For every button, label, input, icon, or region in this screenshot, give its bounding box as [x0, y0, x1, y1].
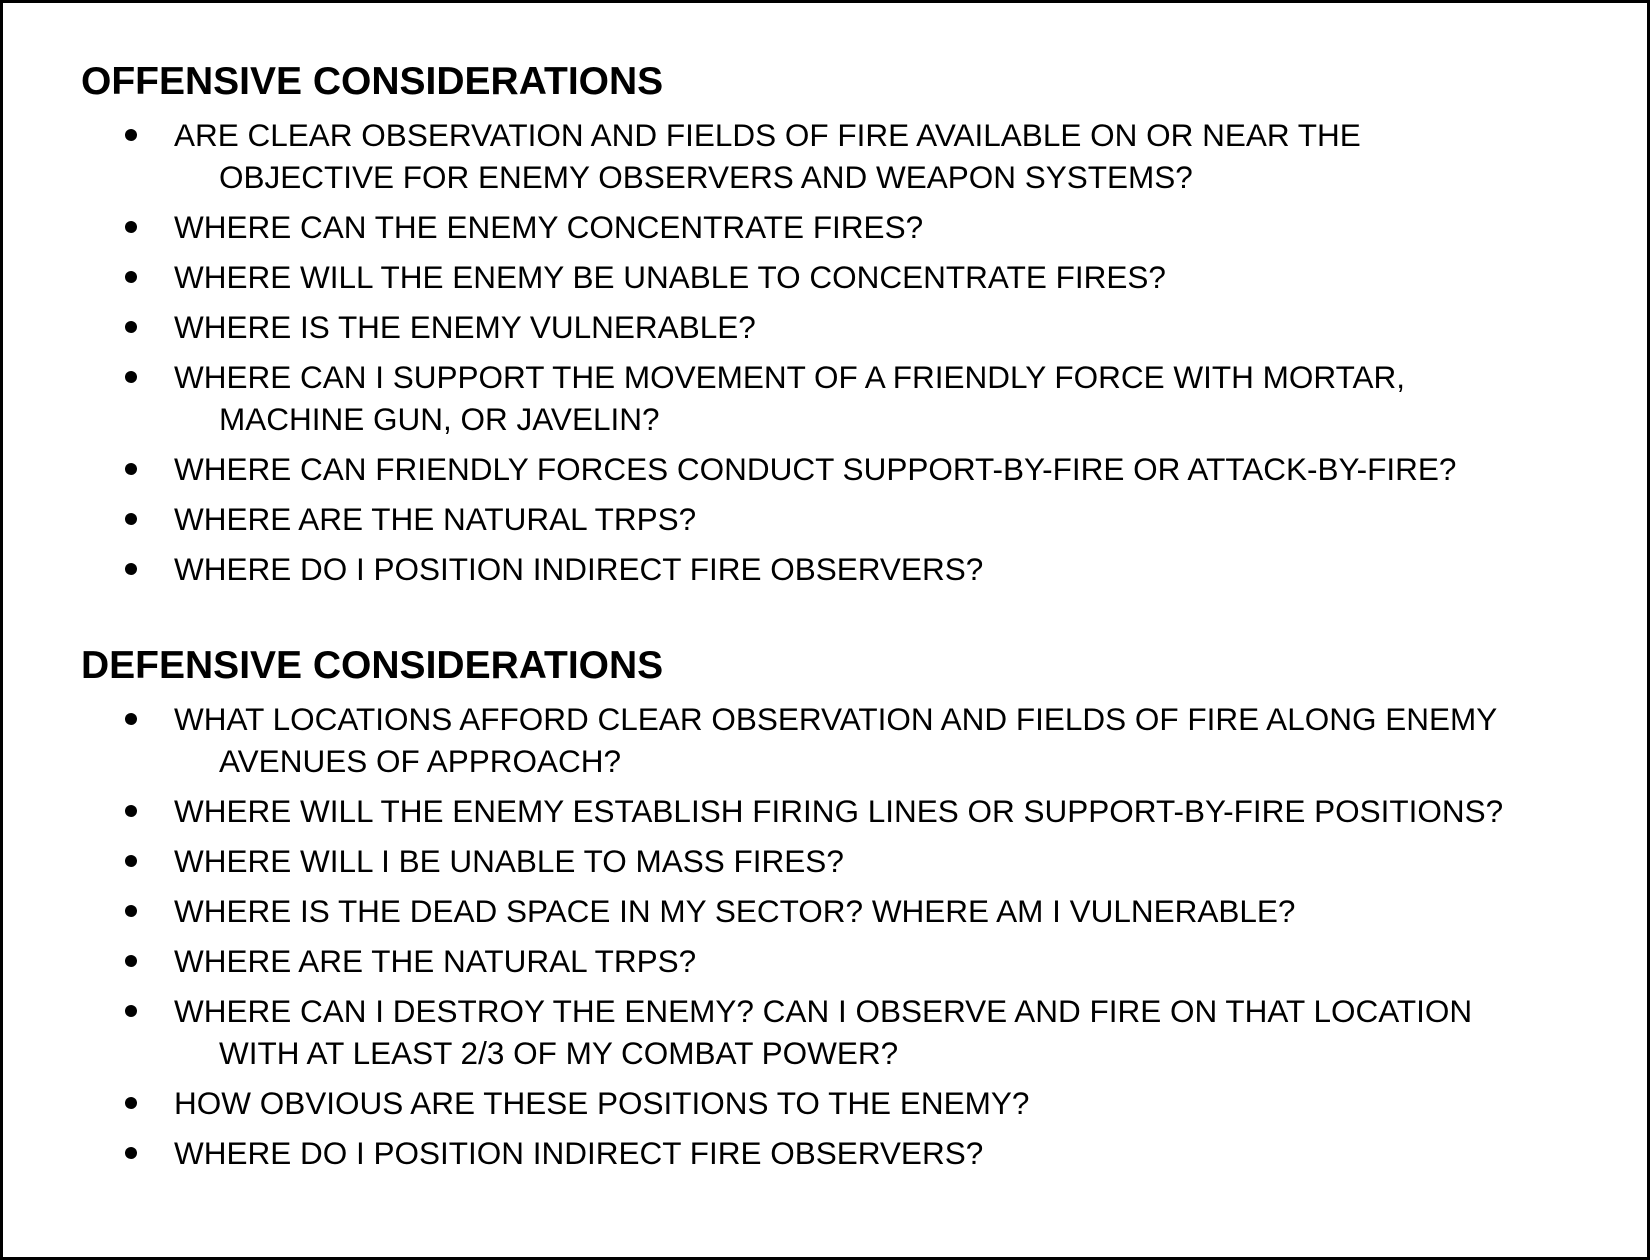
list-item [81, 940, 1621, 982]
item-text: WHERE WILL I BE UNABLE TO MASS FIRES? [174, 843, 844, 879]
item-text: ARE CLEAR OBSERVATION AND FIELDS OF FIRE AVAILABLE ON OR NEAR THE [174, 117, 1361, 153]
bullet-icon [125, 513, 137, 525]
bullet-icon [125, 1097, 137, 1109]
list-item [81, 448, 1621, 490]
bullet-icon [125, 1147, 137, 1159]
item-text: WHERE ARE THE NATURAL TRPS? [174, 501, 697, 537]
offensive-list [81, 114, 1621, 590]
defensive-section [81, 644, 1621, 1182]
offensive-heading: OFFENSIVE CONSIDERATIONS [81, 60, 664, 103]
bullet-icon [125, 805, 137, 817]
bullet-icon [125, 371, 137, 383]
list-item [81, 698, 1621, 782]
bullet-icon [125, 221, 137, 233]
item-text: WHERE CAN I SUPPORT THE MOVEMENT OF A FRIENDLY FORCE WITH MORTAR, [174, 359, 1405, 395]
list-item [81, 548, 1621, 590]
item-text-continuation: WITH AT LEAST 2/3 OF MY COMBAT POWER? [219, 1035, 899, 1071]
item-text: WHERE CAN THE ENEMY CONCENTRATE FIRES? [174, 209, 924, 245]
list-item [81, 840, 1621, 882]
item-text-continuation: MACHINE GUN, OR JAVELIN? [219, 401, 660, 437]
bullet-icon [125, 129, 137, 141]
list-item [81, 1132, 1621, 1174]
list-item [81, 206, 1621, 248]
bullet-icon [125, 905, 137, 917]
item-text: WHERE CAN I DESTROY THE ENEMY? CAN I OBSERVE AND FIRE ON THAT LOCATION [174, 993, 1473, 1029]
bullet-icon [125, 463, 137, 475]
item-text: WHAT LOCATIONS AFFORD CLEAR OBSERVATION AND FIELDS OF FIRE ALONG ENEMY [174, 701, 1498, 737]
bullet-icon [125, 271, 137, 283]
bullet-icon [125, 855, 137, 867]
bullet-icon [125, 563, 137, 575]
bullet-icon [125, 321, 137, 333]
item-text: WHERE IS THE DEAD SPACE IN MY SECTOR? WHERE AM I VULNERABLE? [174, 893, 1296, 929]
bullet-icon [125, 955, 137, 967]
list-item [81, 256, 1621, 298]
list-item [81, 498, 1621, 540]
item-text-continuation: AVENUES OF APPROACH? [219, 743, 622, 779]
item-text: WHERE DO I POSITION INDIRECT FIRE OBSERVERS? [174, 551, 984, 587]
item-text: WHERE CAN FRIENDLY FORCES CONDUCT SUPPORT-BY-FIRE OR ATTACK-BY-FIRE? [174, 451, 1457, 487]
item-text: HOW OBVIOUS ARE THESE POSITIONS TO THE ENEMY? [174, 1085, 1030, 1121]
defensive-list [81, 698, 1621, 1174]
list-item [81, 890, 1621, 932]
item-text-continuation: OBJECTIVE FOR ENEMY OBSERVERS AND WEAPON SYSTEMS? [219, 159, 1193, 195]
item-text: WHERE WILL THE ENEMY BE UNABLE TO CONCENTRATE FIRES? [174, 259, 1166, 295]
item-text: WHERE WILL THE ENEMY ESTABLISH FIRING LINES OR SUPPORT-BY-FIRE POSITIONS? [174, 793, 1504, 829]
item-text: WHERE DO I POSITION INDIRECT FIRE OBSERVERS? [174, 1135, 984, 1171]
item-text: WHERE ARE THE NATURAL TRPS? [174, 943, 697, 979]
list-item [81, 356, 1621, 440]
item-text: WHERE IS THE ENEMY VULNERABLE? [174, 309, 756, 345]
list-item [81, 990, 1621, 1074]
offensive-section [81, 60, 1621, 598]
list-item [81, 306, 1621, 348]
bullet-icon [125, 1005, 137, 1017]
list-item [81, 114, 1621, 198]
bullet-icon [125, 713, 137, 725]
list-item [81, 1082, 1621, 1124]
list-item [81, 790, 1621, 832]
defensive-heading: DEFENSIVE CONSIDERATIONS [81, 644, 664, 687]
